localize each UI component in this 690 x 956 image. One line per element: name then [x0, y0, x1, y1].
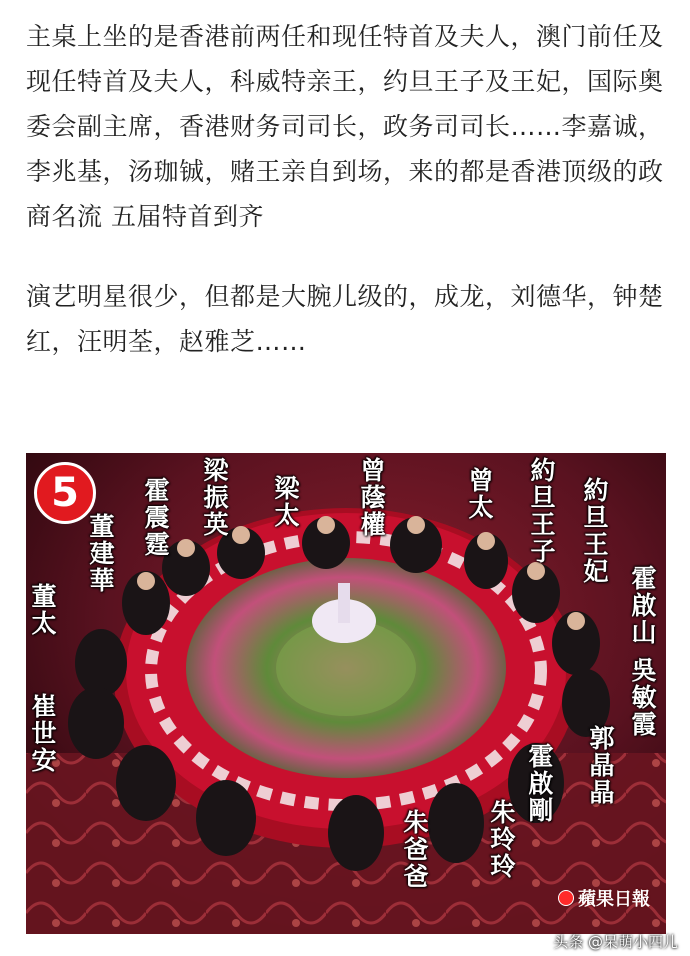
article-paragraph-2: 演艺明星很少，但都是大腕儿级的，成龙，刘德华，钟楚红，汪明荃，赵雅芝…… — [26, 282, 664, 356]
number-badge: 5 — [34, 462, 96, 524]
label-jordan-princess: 約旦王妃 — [583, 476, 609, 586]
article-text — [26, 14, 666, 364]
label-guo-jingjing: 郭晶晶 — [589, 724, 615, 807]
label-zhu-baba: 朱爸爸 — [403, 808, 429, 891]
label-huo-qishan: 霍啟山 — [631, 564, 657, 647]
label-wu-minxia: 吳敏霞 — [631, 656, 657, 739]
label-huo-qigang: 霍啟剛 — [528, 742, 554, 825]
article-paragraph-1: 主桌上坐的是香港前两任和现任特首及夫人，澳门前任及现任特首及夫人，科威特亲王，约旦王子及王妃，国际奥委会副主席，香港财务司司长，政务司司长……李嘉诚，李兆基，汤珈铖，赌王亲自到场，来的都是香港顶级的政商名流 五届特首到齐 — [26, 22, 664, 231]
label-zeng-yinquan: 曾蔭權 — [360, 456, 386, 539]
label-dong-tai: 董太 — [31, 582, 57, 638]
label-zeng-tai: 曾太 — [468, 466, 494, 522]
label-liang-zhenying: 梁振英 — [203, 456, 229, 539]
label-liang-tai: 梁太 — [274, 474, 300, 530]
label-jordan-prince: 約旦王子 — [530, 456, 556, 566]
label-zhu-lingling: 朱玲玲 — [490, 798, 516, 881]
banquet-scene — [26, 453, 666, 934]
apple-daily-logo — [558, 885, 650, 911]
watermark: 头条 @呆萌小四儿 — [553, 933, 678, 951]
label-cui-shian: 崔世安 — [31, 692, 57, 775]
label-huo-zhenting: 霍震霆 — [144, 476, 170, 559]
logo-text: 蘋果日報 — [578, 889, 650, 910]
apple-icon — [558, 890, 574, 906]
banquet-photo[interactable] — [26, 453, 666, 934]
label-dong-jianhua: 董建華 — [89, 512, 115, 595]
